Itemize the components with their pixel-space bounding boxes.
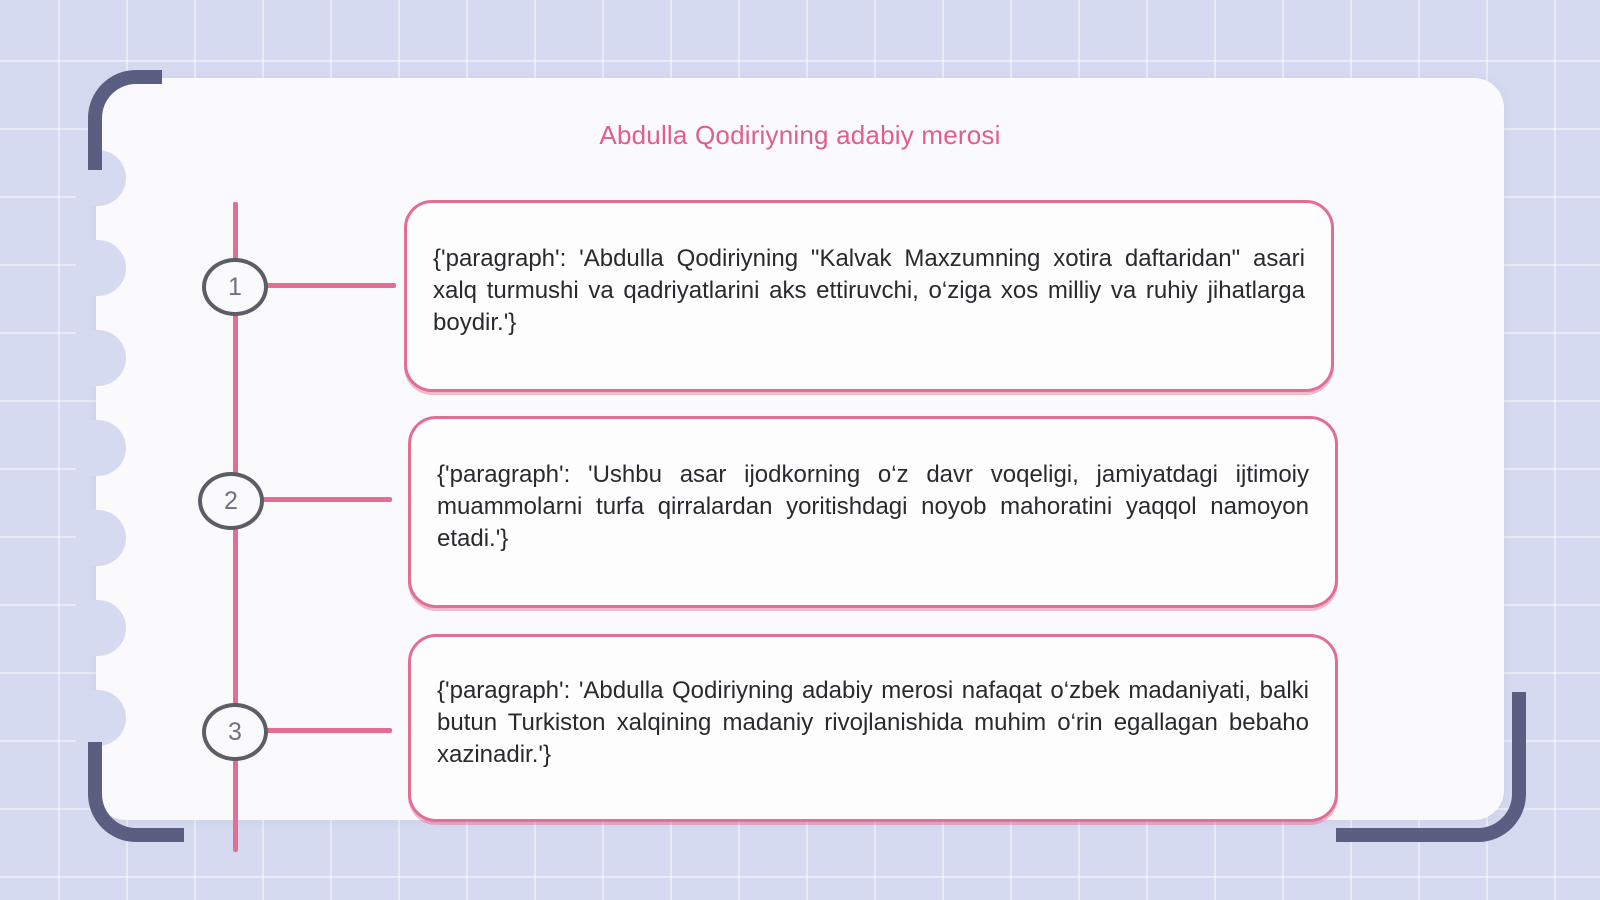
paragraph-text: {'paragraph': 'Abdulla Qodiriyning "Kalvak Maxzumning xotira daftaridan" asari xalq turmushi va qadriyatlarini aks ettiruvchi, o‘ziga xos milliy va ruhiy jihatlarga boydir.'}: [433, 245, 1305, 336]
paragraph-text: {'paragraph': 'Abdulla Qodiriyning adabiy merosi nafaqat o‘zbek madaniyati, balki butun Turkiston xalqining madaniy rivojlanishida muhim o‘rin egallagan bebaho xazinadir.'}: [437, 677, 1309, 768]
text-box-1: [404, 200, 1334, 392]
timeline-number-2: 2: [198, 472, 264, 530]
slide-title: Abdulla Qodiriyning adabiy merosi: [599, 120, 1001, 150]
corner-bracket-bottom-left: [88, 742, 184, 842]
paragraph-text: {'paragraph': 'Ushbu asar ijodkorning o‘z davr voqeligi, jamiyatdagi ijtimoiy muammolarni turfa qirralardan yoritishdagi noyob mahoratini yaqqol namoyon etadi.'}: [437, 461, 1309, 552]
corner-bracket-bottom-right: [1336, 692, 1526, 842]
timeline-number-1: 1: [202, 258, 268, 316]
timeline-connector: [260, 497, 392, 502]
corner-bracket-top-left: [88, 70, 162, 170]
text-box-2: [408, 416, 1338, 608]
timeline-number-3: 3: [202, 703, 268, 761]
timeline-connector: [262, 728, 392, 733]
timeline-connector: [262, 283, 396, 288]
text-box-3: [408, 634, 1338, 822]
